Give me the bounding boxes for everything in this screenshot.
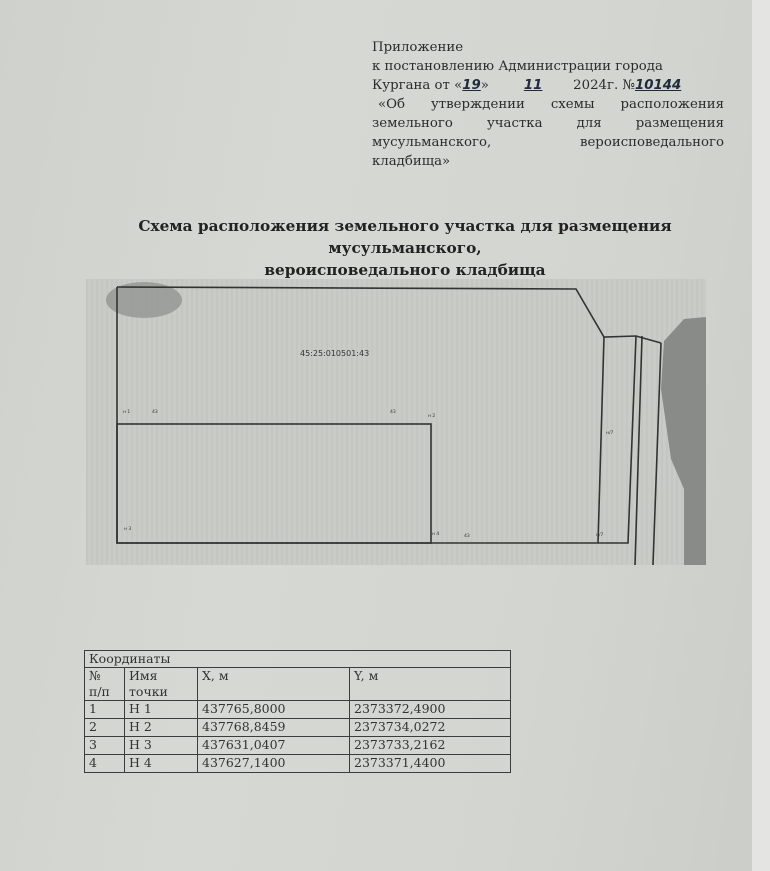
table-header-row [85,668,511,701]
point-label: н 1 [123,410,131,415]
cell-x: 437768,8459 [198,719,350,737]
cell-name: Н 4 [125,755,198,773]
cell-num: 4 [85,755,125,773]
word: мусульманского, [372,135,492,150]
word: «Об [378,97,406,112]
title-line-2: вероисповедального кладбища [264,261,546,279]
adjacent-area-shading [661,317,706,565]
appendix-line-5 [372,114,724,133]
cell-num: 1 [85,701,125,719]
table-row [85,701,511,719]
header-x: X, м [198,668,350,701]
word: земельного [372,116,453,131]
point-label: 43 [390,410,396,415]
cell-num: 3 [85,737,125,755]
word: для [576,116,602,131]
cell-y: 2373371,4400 [350,755,511,773]
cell-num: 2 [85,719,125,737]
appendix-line-2: к постановлению Администрации города [372,59,663,74]
table-row [85,755,511,773]
table-row [85,719,511,737]
word: утверждении [430,97,525,112]
point-label: н 3 [124,527,132,532]
cell-name: Н 1 [125,701,198,719]
cell-y: 2373734,0272 [350,719,511,737]
handwritten-day: 19 [462,78,481,93]
cell-x: 437631,0407 [198,737,350,755]
date-mid: » [480,78,494,93]
header-name: Имя точки [125,668,198,701]
target-plot-outline [117,424,431,543]
appendix-line-1: Приложение [372,40,464,55]
document-title [80,215,730,281]
land-plot-map [86,279,706,565]
header-num: № п/п [85,668,125,701]
point-label: 43 [464,534,470,539]
cell-y: 2373372,4900 [350,701,511,719]
cell-name: Н 2 [125,719,198,737]
cell-y: 2373733,2162 [350,737,511,755]
cell-x: 437765,8000 [198,701,350,719]
handwritten-month: 11 [523,78,543,93]
title-line-1: Схема расположения земельного участка для размещения мусульманского, [138,217,672,257]
appendix-line-3 [372,76,724,95]
point-label: н 4 [432,532,440,537]
appendix-header [372,38,724,171]
word: участка [486,116,543,131]
appendix-line-4 [372,95,724,114]
table-row [85,737,511,755]
date-prefix: Кургана от « [372,78,463,93]
appendix-line-6 [372,133,724,152]
word: вероисповедального [579,135,724,150]
handwritten-number: 10144 [635,78,682,93]
cadastral-number-label: 45:25:010501:43 [300,349,370,358]
point-label: н/7 [596,533,604,538]
point-label: н/7 [606,431,614,436]
word: размещения [635,116,724,131]
table-caption: Координаты [85,651,511,668]
word: расположения [620,97,724,112]
point-label: н 2 [428,414,436,419]
map-drawing [86,279,706,565]
point-label: 43 [152,410,158,415]
cell-name: Н 3 [125,737,198,755]
cell-x: 437627,1400 [198,755,350,773]
page-edge [752,0,770,871]
year-number-prefix: 2024г. № [573,78,635,93]
coordinates-table [84,650,511,773]
word: схемы [550,97,595,112]
appendix-line-7: кладбища» [372,154,451,169]
header-y: Y, м [350,668,511,701]
